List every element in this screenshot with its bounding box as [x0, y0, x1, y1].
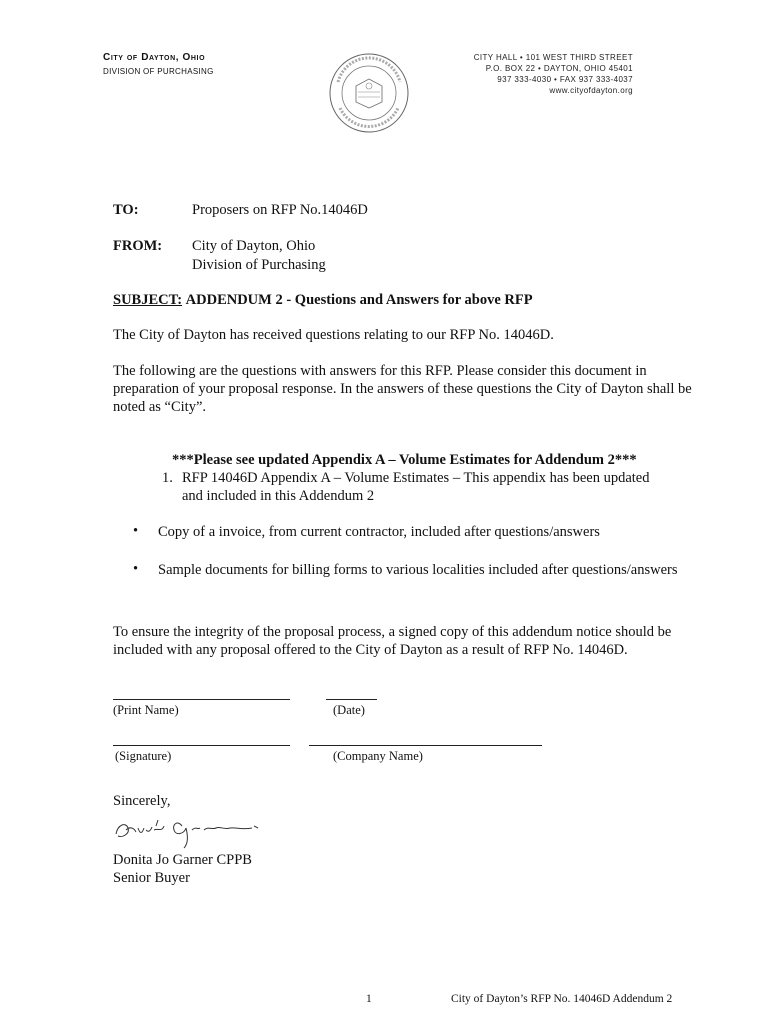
page-number: 1: [366, 993, 372, 1005]
paragraph-2-line-1: The following are the questions with answers for this RFP. Please consider this document in: [113, 363, 647, 379]
letterhead-division: DIVISION OF PURCHASING: [103, 67, 214, 76]
closing-salutation: Sincerely,: [113, 793, 171, 809]
letterhead-address-line-2: P.O. BOX 22 • DAYTON, OHIO 45401: [485, 64, 633, 73]
company-name-line[interactable]: [309, 745, 542, 746]
letterhead-address-line-1: CITY HALL • 101 WEST THIRD STREET: [473, 53, 633, 62]
date-line[interactable]: [326, 699, 377, 700]
date-caption: (Date): [333, 703, 365, 717]
handwritten-signature: [112, 812, 262, 850]
integrity-line-1: To ensure the integrity of the proposal process, a signed copy of this addendum notice should be: [113, 624, 672, 640]
from-line-2: Division of Purchasing: [192, 257, 326, 273]
print-name-line[interactable]: [113, 699, 290, 700]
signature-line[interactable]: [113, 745, 290, 746]
subject-line: [113, 291, 533, 309]
from-label: FROM:: [113, 238, 163, 254]
list-item-number: 1.: [162, 470, 173, 486]
to-label: TO:: [113, 202, 139, 218]
letterhead-phone-fax: 937 333-4030 • FAX 937 333-4037: [497, 75, 633, 84]
bullet-item-invoice: Copy of a invoice, from current contractor, included after questions/answers: [158, 524, 600, 540]
signer-title: Senior Buyer: [113, 870, 190, 886]
letterhead-city-title: City of Dayton, Ohio: [103, 52, 206, 63]
from-line-1: City of Dayton, Ohio: [192, 238, 316, 254]
subject-value: ADDENDUM 2 - Questions and Answers for above RFP: [185, 292, 533, 308]
list-item-1-line-1: RFP 14046D Appendix A – Volume Estimates – This appendix has been updated: [182, 470, 650, 486]
paragraph-2-line-3: noted as “City”.: [113, 399, 207, 415]
signature-caption: (Signature): [115, 749, 172, 763]
bullet-icon: •: [133, 561, 139, 577]
appendix-notice-heading: ***Please see updated Appendix A – Volume Estimates for Addendum 2***: [172, 452, 637, 468]
city-seal-icon: [328, 52, 410, 134]
paragraph-2-line-2: preparation of your proposal response. In the answers of these questions the City of Dayton shall be: [113, 381, 692, 397]
list-item-1-line-2: and included in this Addendum 2: [182, 488, 375, 504]
intro-paragraph: The City of Dayton has received questions relating to our RFP No. 14046D.: [113, 327, 554, 343]
letterhead-website[interactable]: www.cityofdayton.org: [549, 86, 633, 95]
bullet-item-billing-forms: Sample documents for billing forms to various localities included after questions/answers: [158, 562, 678, 578]
print-name-caption: (Print Name): [113, 703, 179, 717]
signer-name: Donita Jo Garner CPPB: [113, 852, 252, 868]
subject-label: SUBJECT:: [113, 292, 183, 308]
footer-document-label: City of Dayton’s RFP No. 14046D Addendum 2: [451, 993, 673, 1005]
company-name-caption: (Company Name): [333, 749, 423, 763]
bullet-icon: •: [133, 523, 139, 539]
to-value: Proposers on RFP No.14046D: [192, 202, 368, 218]
integrity-line-2: included with any proposal offered to the City of Dayton as a result of RFP No. 14046D.: [113, 642, 628, 658]
